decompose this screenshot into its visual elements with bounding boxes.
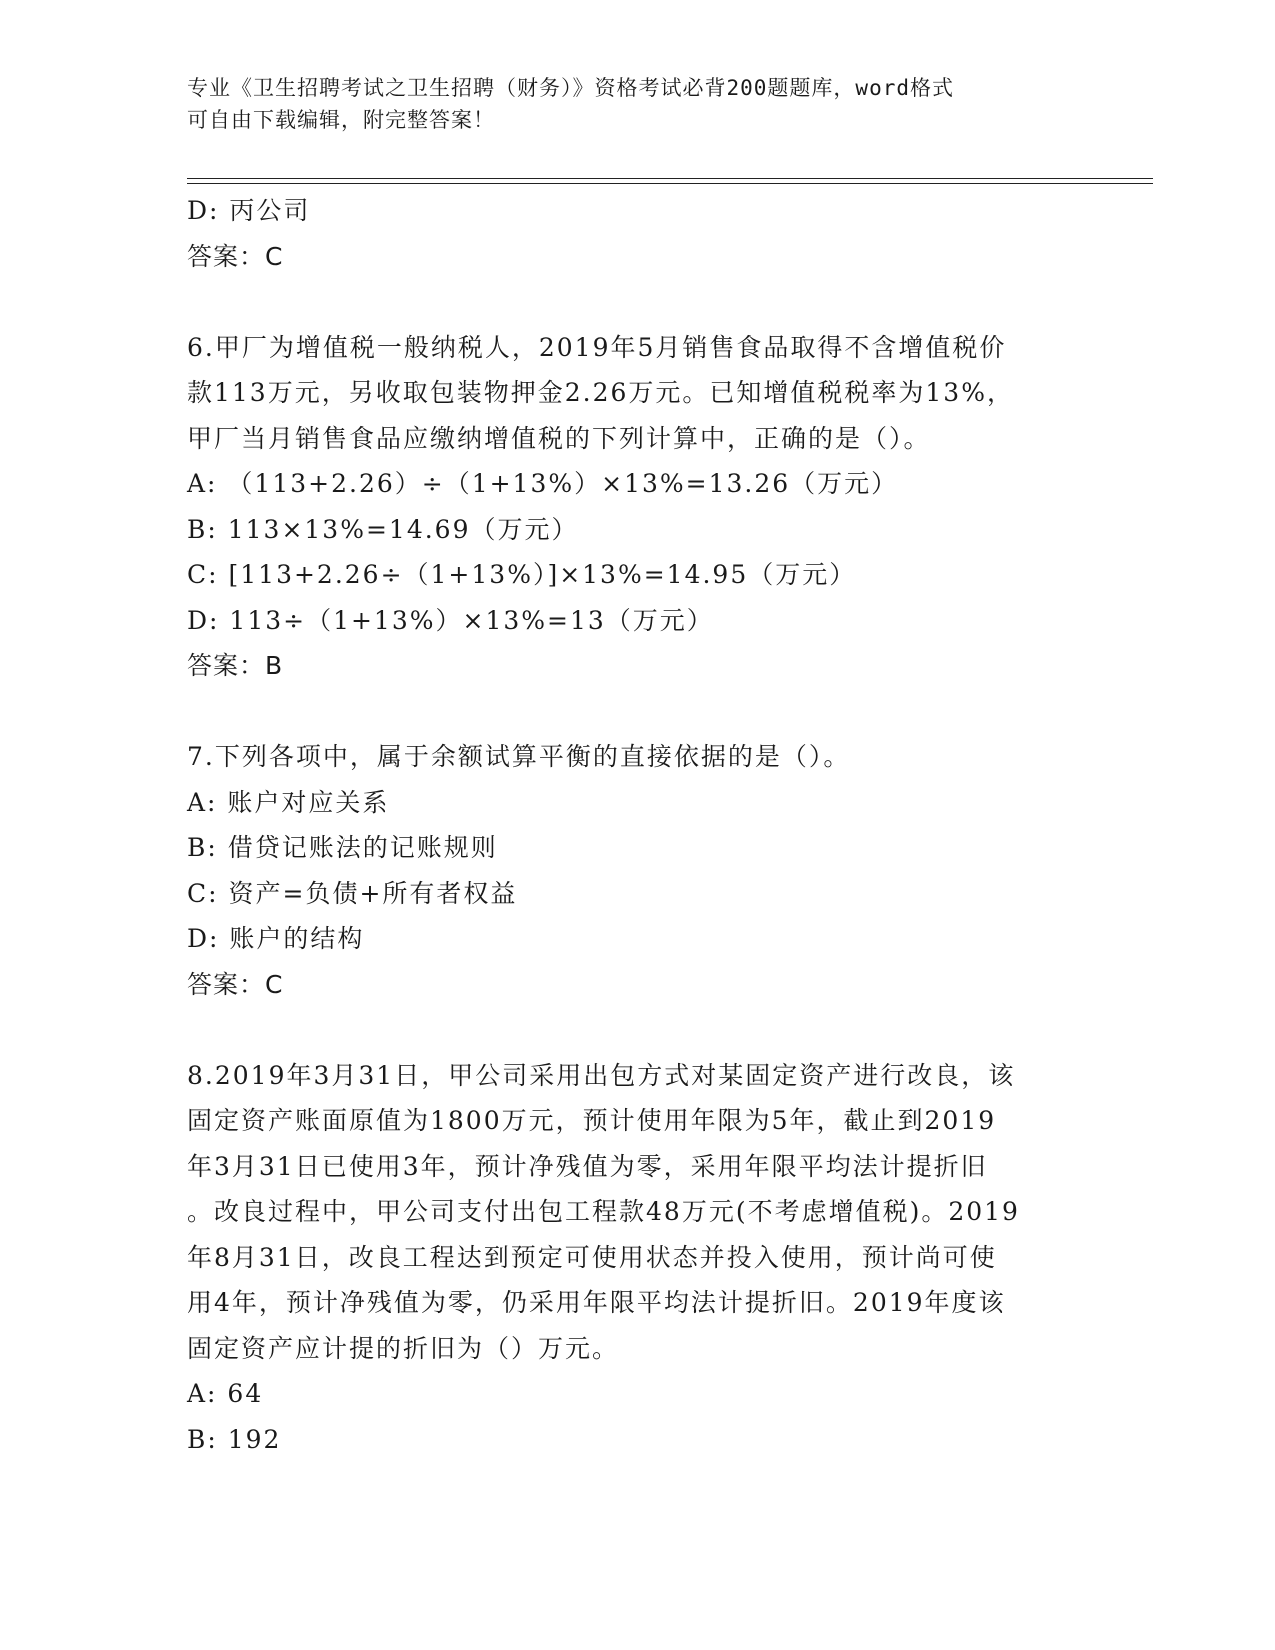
- spacer: [187, 279, 1087, 325]
- header-title-line-1: 专业《卫生招聘考试之卫生招聘（财务）》资格考试必背200题题库，word格式: [187, 76, 954, 100]
- option-c: C: [113+2.26÷（1+13%）]×13%=14.95（万元）: [187, 560, 857, 589]
- option-d: D: 丙公司: [187, 196, 311, 225]
- question-8: [187, 1053, 1087, 1463]
- option-d: D: 113÷（1+13%）×13%=13（万元）: [187, 605, 714, 635]
- header-divider-bottom: [187, 183, 1153, 184]
- question-stem-line: 用4年，预计净残值为零，仍采用年限平均法计提折旧。2019年度该: [187, 1288, 1006, 1317]
- header-title-line-2: 可自由下载编辑，附完整答案！: [187, 108, 495, 132]
- question-stem-line: 固定资产应计提的折旧为（）万元。: [187, 1333, 620, 1363]
- question-stem-line: 款113万元，另收取包装物押金2.26万元。已知增值税税率为13%，: [187, 378, 1014, 407]
- spacer: [187, 1007, 1087, 1053]
- answer-line: 答案：B: [187, 651, 284, 680]
- option-a: A: 账户对应关系: [187, 787, 390, 817]
- question-stem-line: 。改良过程中，甲公司支付出包工程款48万元(不考虑增值税)。2019: [187, 1197, 1020, 1226]
- document-header: [187, 72, 1067, 136]
- option-c: C: 资产=负债+所有者权益: [187, 878, 518, 908]
- option-b: B: 113×13%=14.69（万元）: [187, 514, 579, 544]
- question-stem-line: 8.2019年3月31日，甲公司采用出包方式对某固定资产进行改良，该: [187, 1060, 1016, 1090]
- answer-line: 答案：C: [187, 969, 284, 999]
- question-7: [187, 734, 1087, 1007]
- question-stem-line: 6.甲厂为增值税一般纳税人，2019年5月销售食品取得不含增值税价: [187, 332, 1007, 362]
- answer-line: 答案：C: [187, 241, 284, 271]
- question-stem-line: 甲厂当月销售食品应缴纳增值税的下列计算中，正确的是（）。: [187, 423, 931, 453]
- question-5-tail: [187, 188, 1087, 279]
- spacer: [187, 689, 1087, 735]
- question-content: [187, 188, 1087, 1462]
- question-stem-line: 固定资产账面原值为1800万元，预计使用年限为5年，截止到2019: [187, 1106, 997, 1135]
- header-divider-top: [187, 178, 1153, 179]
- option-a: A: 64: [187, 1379, 264, 1408]
- question-stem-line: 年3月31日已使用3年，预计净残值为零，采用年限平均法计提折旧: [187, 1151, 988, 1181]
- option-b: B: 192: [187, 1424, 282, 1454]
- option-d: D: 账户的结构: [187, 924, 365, 953]
- question-stem-line: 7.下列各项中，属于余额试算平衡的直接依据的是（）。: [187, 742, 851, 771]
- question-stem-line: 年8月31日，改良工程达到预定可使用状态并投入使用，预计尚可使: [187, 1242, 997, 1272]
- option-b: B: 借贷记账法的记账规则: [187, 833, 498, 862]
- option-a: A: （113+2.26）÷（1+13%）×13%=13.26（万元）: [187, 469, 899, 498]
- question-6: [187, 325, 1087, 689]
